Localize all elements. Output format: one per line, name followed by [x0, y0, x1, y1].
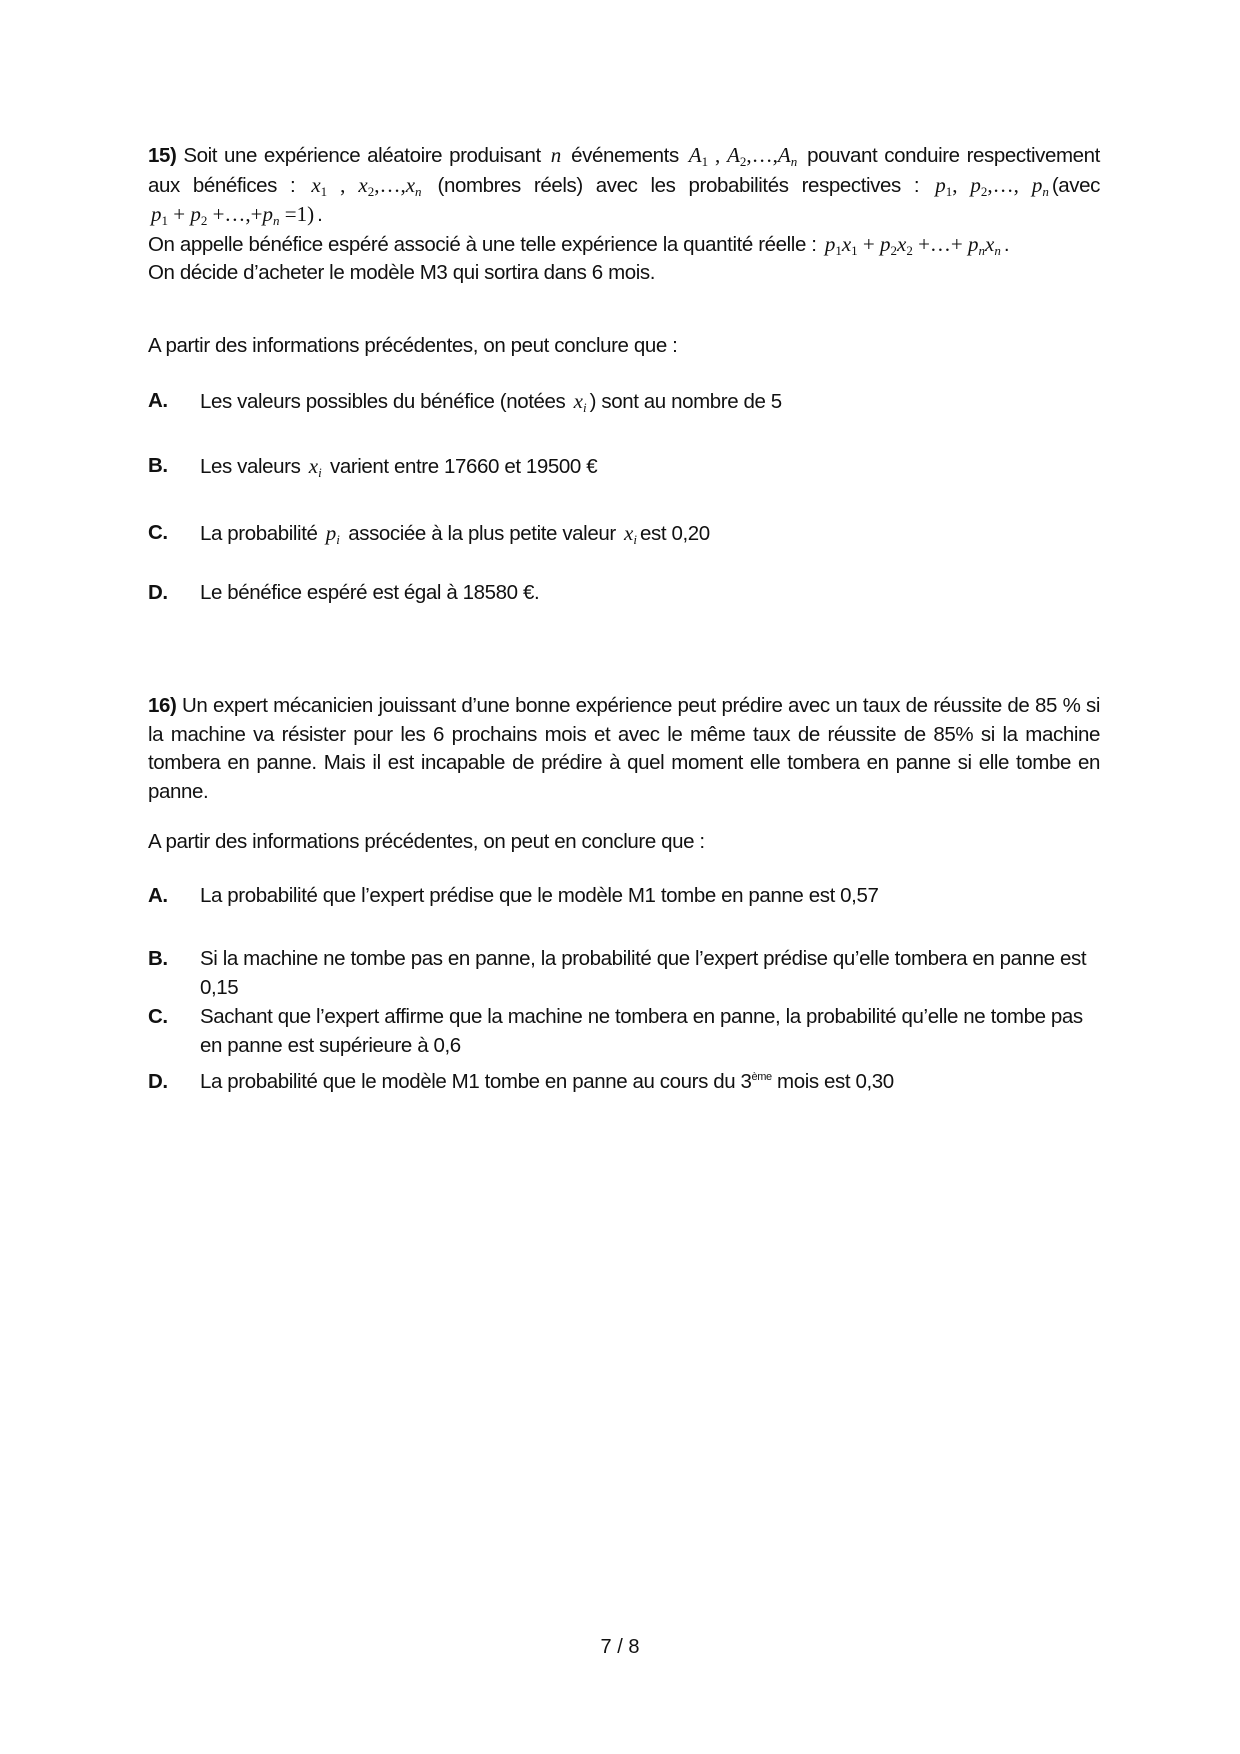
option-label: C.: [148, 1005, 168, 1028]
model-choice-line: On décide d’acheter le modèle M3 qui sortira dans 6 mois.: [148, 261, 656, 284]
question-16-option-b: B. Si la machine ne tombe pas en panne, la probabilité que l’expert prédise qu’elle tombera en panne est 0,15: [148, 947, 1087, 999]
math-xi: $x_i$: [624, 521, 637, 547]
question-15-intro: A partir des informations précédentes, on peut conclure que :: [148, 334, 678, 357]
math-sum-equals-one: $p_1 + p_2$ $+\dots,+p_n =1$): [151, 202, 315, 228]
option-label: B.: [148, 454, 168, 477]
question-15-option-a: A. Les valeurs possibles du bénéfice (notées $x_i$ ) sont au nombre de 5: [148, 389, 782, 415]
option-label: C.: [148, 521, 168, 544]
option-label: D.: [148, 1070, 168, 1093]
question-16-option-a: A. La probabilité que l’expert prédise que le modèle M1 tombe en panne est 0,57: [148, 882, 1103, 911]
math-probabilities: $p_1$, $p_2,\dots$, $p_n$: [935, 172, 1049, 199]
option-label: A.: [148, 389, 168, 412]
page-number: 7 / 8: [600, 1636, 640, 1658]
option-label: A.: [148, 884, 168, 907]
math-xi: $x_i$: [308, 454, 322, 480]
math-xi: $x_i$: [573, 389, 587, 415]
question-15-option-c: C. La probabilité $p_i$ associée à la plus petite valeur $x_i$ est 0,20: [148, 521, 710, 547]
expected-benefit-definition: On appelle bénéfice espéré associé à une telle expérience la quantité réelle : $p_1x_1 + p_2x_2$ +…+ $p_nx_n$ .: [148, 231, 1010, 258]
ordinal-superscript: ème: [751, 1071, 772, 1083]
question-15-paragraph: 15) Soit une expérience aléatoire produisant n événements $A_1$ , $A_2,\dots,A_n$ pouvant conduire respectivement aux bénéfices : $x_1$ , $x_2,\dots,x_n$ (nombres réels) avec les probabilités respectives : $p_1$, $p_2,\dots$, $p_n$ (avec $p_1 + p_2$ $+\dots,+p_n =1$) .: [148, 143, 1101, 228]
question-16-intro: A partir des informations précédentes, on peut en conclure que :: [148, 830, 705, 853]
question-number: 15): [148, 144, 177, 167]
question-15-statement: [148, 141, 1100, 288]
question-16-statement: [148, 692, 1100, 806]
math-pi: $p_i$: [325, 521, 340, 547]
math-expected-value: $p_1x_1 + p_2x_2$ +…+ $p_nx_n$: [824, 231, 1001, 258]
math-events: $A_1$ , $A_2,\dots,A_n$: [688, 143, 798, 169]
question-15-option-b: B. Les valeurs $x_i$ varient entre 17660 et 19500 €: [148, 454, 598, 480]
math-n: n: [550, 143, 562, 167]
question-16-option-d: D. La probabilité que le modèle M1 tombe en panne au cours du 3ème mois est 0,30: [148, 1068, 1103, 1097]
question-15-option-d: D. Le bénéfice espéré est égal à 18580 €.: [148, 579, 1103, 608]
option-label: B.: [148, 947, 168, 970]
option-label: D.: [148, 581, 168, 604]
question-16-paragraph: 16) Un expert mécanicien jouissant d’une bonne expérience peut prédire avec un taux de réussite de 85 % si la machine va résister pour les 6 prochains mois et avec le même taux de réussite de 85% si la machine tombera en panne. Mais il est incapable de prédire à quel moment elle tombera en panne si elle tombe en panne.: [148, 694, 1100, 803]
question-number: 16): [148, 694, 177, 717]
question-16-option-c: C. Sachant que l’expert affirme que la machine ne tombera en panne, la probabilité qu’elle ne tombe pas en panne est supérieure à 0,6: [148, 1005, 1083, 1057]
math-benefits: $x_1$ , $x_2,\dots,x_n$: [311, 172, 422, 199]
